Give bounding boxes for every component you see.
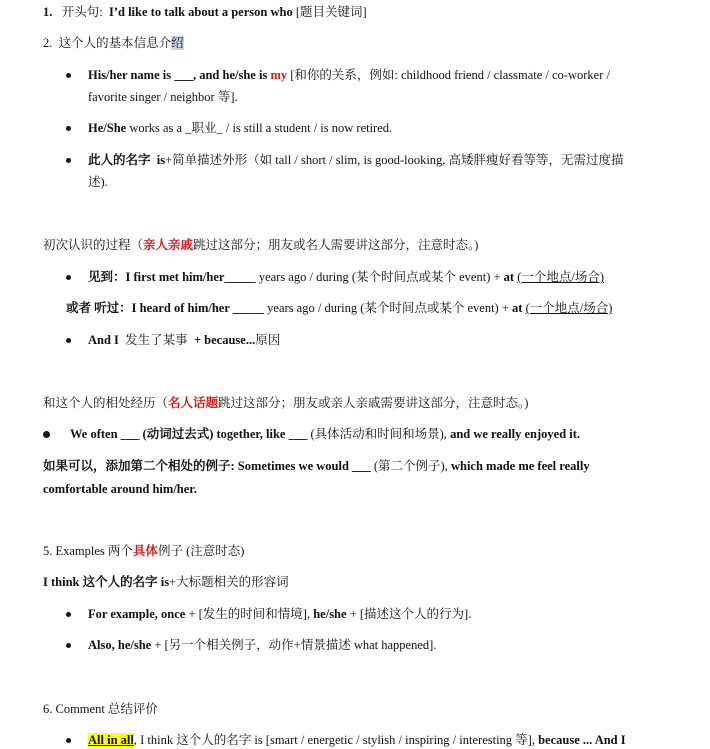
section-title: 例子 (注意时态) <box>157 544 245 558</box>
topic-keyword-note: [题目关键词] <box>295 5 367 19</box>
bullet-we-often <box>70 425 580 443</box>
examples-intro <box>43 573 289 591</box>
bullet-text: he/she <box>313 607 347 621</box>
section-number: 2. <box>43 36 53 50</box>
section-5-heading <box>43 542 244 560</box>
paragraph-text: comfortable around him/her. <box>43 482 197 496</box>
alt-heard-of <box>66 299 612 317</box>
bullet-also <box>88 636 436 654</box>
intro-text: +大标题相关的形容词 <box>169 575 289 589</box>
bullet-text: at <box>503 270 515 284</box>
bullet-text: 述). <box>88 175 108 189</box>
section-title: 初次认识的过程（ <box>43 238 144 252</box>
section-title: 和这个人的相处经历（ <box>43 396 169 410</box>
highlight-word: my <box>270 68 288 82</box>
section-title: 6. Comment 总结评价 <box>43 702 158 716</box>
bullet-for-example <box>88 605 471 623</box>
bullet-icon <box>66 738 71 743</box>
bullet-name-relation <box>88 66 610 84</box>
section-label: 开头句: <box>61 5 103 19</box>
bullet-text: 或者 听过：I heard of him/her _____ <box>66 301 265 315</box>
section-6-heading <box>43 700 158 718</box>
section-number: 1. <box>43 5 53 19</box>
highlighted-phrase: All in all <box>88 733 134 747</box>
bullet-text: (具体活动和时间和场景), <box>310 427 447 441</box>
bullet-text: years ago / during (某个时间点或某个 event) + <box>258 270 501 284</box>
section-title: 这个人的基本信息介 <box>58 36 172 50</box>
bullet-text: years ago / during (某个时间点或某个 event) + <box>267 301 509 315</box>
bullet-text: + [发生的时间和情境], <box>188 607 311 621</box>
opening-sentence: I’d like to talk about a person who <box>108 5 293 19</box>
bullet-icon <box>66 643 71 648</box>
bullet-event <box>88 331 280 349</box>
bullet-text: Also, he/she <box>88 638 152 652</box>
highlight-word: 具体 <box>132 544 158 558</box>
bullet-text: , I think 这个人的名字 is [smart / energetic / stylish / inspiring / interesting 等], <box>133 733 535 747</box>
bullet-text: We often ___ (动词过去式) together, like ___ <box>70 427 308 441</box>
bullet-icon <box>66 126 71 131</box>
bullet-first-met <box>88 268 604 286</box>
bullet-text: 见到：I first met him/her_____ <box>88 270 256 284</box>
bullet-all-in-all <box>88 731 626 749</box>
bullet-appearance-cont <box>88 173 108 191</box>
bullet-text: + [描述这个人的行为]. <box>349 607 472 621</box>
paragraph-text: which made me feel really <box>450 459 590 473</box>
bullet-text: 此人的名字 <box>88 153 151 167</box>
location-placeholder: (一个地点/场合) <box>517 270 605 284</box>
bullet-icon <box>43 431 50 438</box>
bullet-text: His/her name is ___, and he/she is <box>88 68 268 82</box>
bullet-text: and we really enjoyed it. <box>450 427 581 441</box>
highlight-word: 名人话题 <box>168 396 219 410</box>
bullet-text: For example, once <box>88 607 186 621</box>
location-placeholder: (一个地点/场合) <box>525 301 613 315</box>
bullet-text: He/She <box>88 121 127 135</box>
paragraph-text: 如果可以，添加第二个相处的例子: Sometimes we would ___ <box>43 459 371 473</box>
bullet-text: is <box>156 153 166 167</box>
bullet-text: ... And I <box>582 733 626 747</box>
section-title: 跳过这部分；朋友或亲人亲戚需要讲这部分，注意时态。) <box>218 396 529 410</box>
bullet-text: +简单描述外形（如 tall / short / slim, is good-looking, 高矮胖瘦好看等等，无需过度描 <box>165 153 624 167</box>
bullet-text: 发生了某事 <box>125 333 188 347</box>
section-1-heading <box>43 3 367 21</box>
bullet-text: 原因 <box>255 333 281 347</box>
bullet-appearance <box>88 151 624 169</box>
section-title: 5. Examples 两个 <box>43 544 133 558</box>
bullet-name-relation-cont <box>88 88 238 106</box>
intro-text: I think 这个人的名字 is <box>43 575 170 589</box>
bullet-icon <box>66 275 71 280</box>
section-2-heading <box>43 34 184 52</box>
bullet-job <box>88 119 392 137</box>
second-example-paragraph <box>43 457 590 475</box>
bullet-text: favorite singer / neighbor 等]. <box>88 90 238 104</box>
bullet-text: [和你的关系，例如: childhood friend / classmate / co-worker / <box>290 68 610 82</box>
bullet-text: And I <box>88 333 119 347</box>
section-title: 跳过这部分；朋友或名人需要讲这部分，注意时态。) <box>193 238 479 252</box>
highlight-word: 亲人亲戚 <box>143 238 194 252</box>
paragraph-text: (第二个例子), <box>373 459 448 473</box>
bullet-icon <box>66 73 71 78</box>
second-example-paragraph-cont <box>43 480 197 498</box>
bullet-icon <box>66 158 71 163</box>
selected-text[interactable]: 绍 <box>171 36 184 50</box>
bullet-icon <box>66 612 71 617</box>
bullet-text: because <box>538 733 580 747</box>
bullet-text: works as a _职业_ / is still a student / is now retired. <box>129 121 393 135</box>
bullet-text: at <box>512 301 523 315</box>
section-4-heading <box>43 394 528 412</box>
section-3-heading <box>43 236 478 254</box>
bullet-icon <box>66 338 71 343</box>
bullet-text: + because... <box>193 333 256 347</box>
bullet-text: + [另一个相关例子，动作+情景描述 what happened]. <box>154 638 437 652</box>
